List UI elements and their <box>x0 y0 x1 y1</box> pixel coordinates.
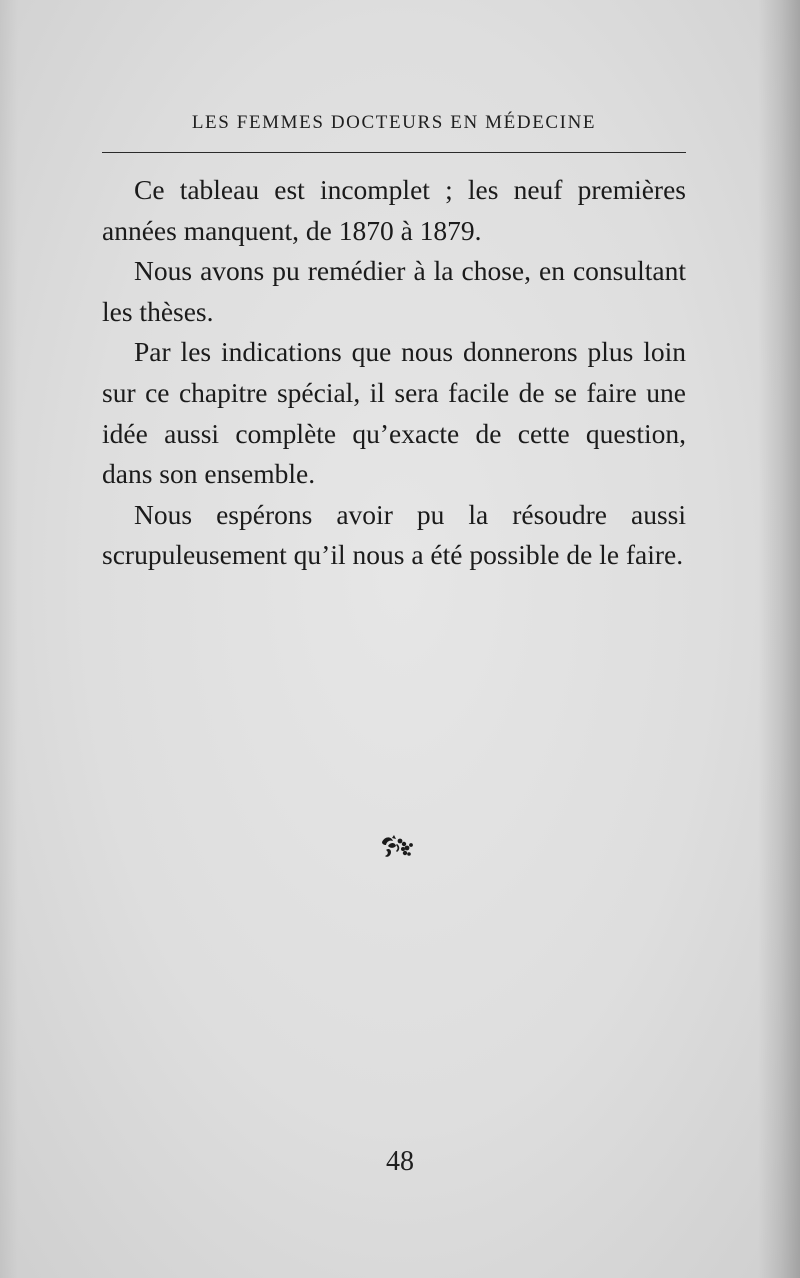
paragraph: Nous espérons avoir pu la résoudre aussi scrupuleusement qu’il nous a été possible de le faire. <box>102 498 686 571</box>
left-edge-shadow <box>0 0 18 1278</box>
page-number: 48 <box>386 1146 414 1177</box>
paragraph: Ce tableau est incomplet ; les neuf premières années manquent, de 1870 à 1879. <box>102 174 686 246</box>
right-edge-shadow <box>758 0 800 1278</box>
header-rule <box>102 152 686 153</box>
paragraph: Nous avons pu remédier à la chose, en consultant les thèses. <box>102 255 686 327</box>
floral-ornament-icon <box>378 832 418 862</box>
paragraph: Par les indications que nous donnerons plus loin sur ce chapitre spécial, il sera facile de se faire une idée aussi complète qu’exacte de cette question, dans son ensemble. <box>102 336 686 490</box>
body-text <box>102 170 686 576</box>
running-header: LES FEMMES DOCTEURS EN MÉDECINE <box>191 112 597 133</box>
